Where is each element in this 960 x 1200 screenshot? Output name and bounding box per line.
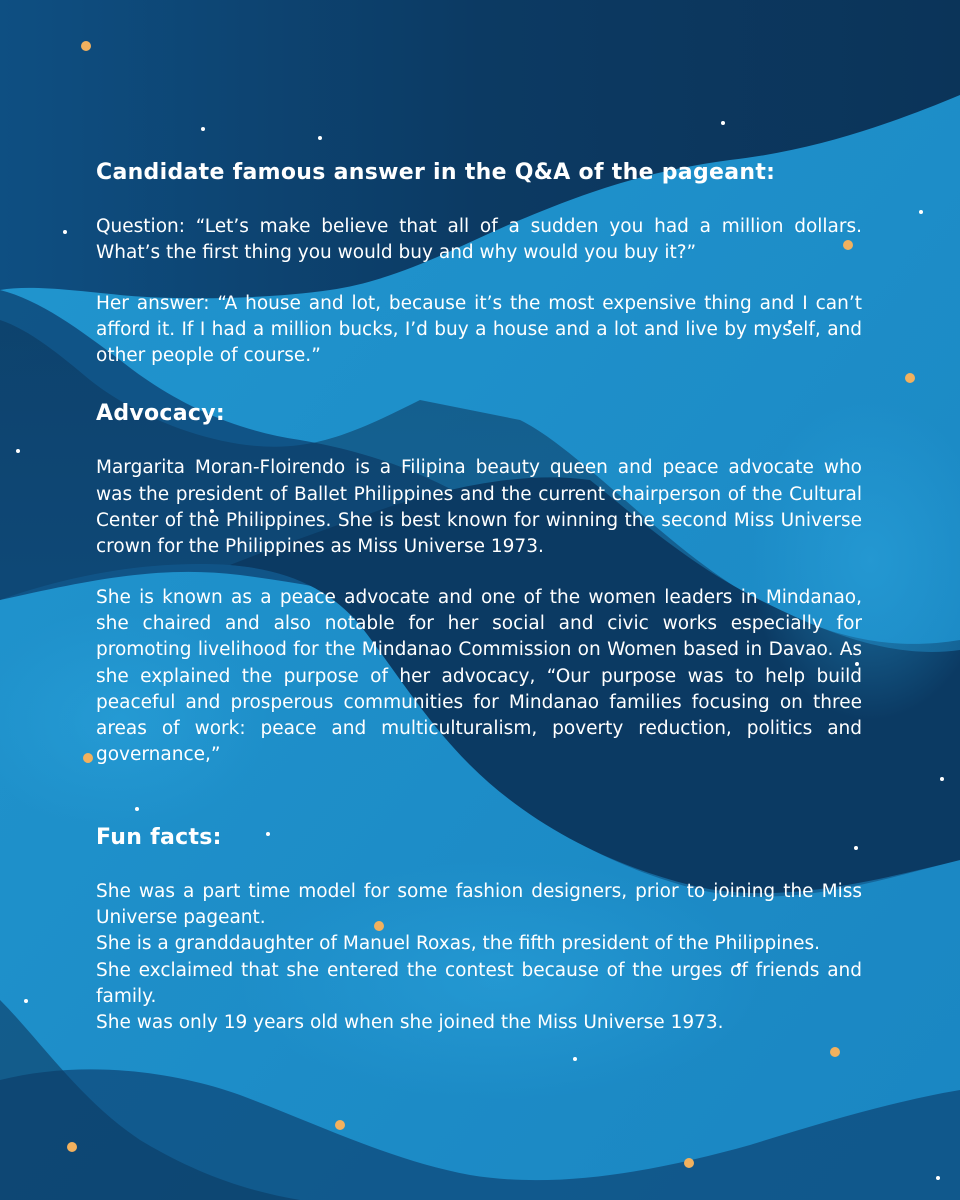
qa-heading: Candidate famous answer in the Q&A of the pageant:	[96, 160, 776, 185]
fun-facts-heading: Fun facts:	[96, 824, 222, 850]
fun-fact-item: She exclaimed that she entered the contest because of the urges of friends and family.	[96, 959, 862, 1007]
fun-fact-item: She was a part time model for some fashion designers, prior to joining the Miss Universe pageant.	[96, 880, 862, 929]
advocacy-paragraph-1: Margarita Moran-Floirendo is a Filipina beauty queen and peace advocate who was the president of Ballet Philippines and the current chairperson of the Cultural Center of the Philippines. She is best known for winning the second Miss Universe crown for the Philippines as Miss Universe 1973.	[96, 457, 862, 558]
article-content	[96, 150, 862, 1037]
advocacy-heading: Advocacy:	[96, 401, 225, 427]
qa-question: Question: “Let’s make believe that all of a sudden you had a million dollars. What’s the first thing you would buy and why would you buy it?”	[96, 216, 862, 264]
fun-fact-item: She was only 19 years old when she joined the Miss Universe 1973.	[96, 1012, 724, 1034]
fun-fact-item: She is a granddaughter of Manuel Roxas, the fifth president of the Philippines.	[96, 933, 821, 955]
advocacy-paragraph-2: She is known as a peace advocate and one of the women leaders in Mindanao, she chaired and also notable for her social and civic works especially for promoting livelihood for the Mindanao Commission on Women based in Davao. As she explained the purpose of her advocacy, “Our purpose was to help build peaceful and prosperous communities for Mindanao families focusing on three areas of work: peace and multiculturalism, poverty reduction, politics and governance,”	[96, 586, 862, 766]
qa-answer: Her answer: “A house and lot, because it’s the most expensive thing and I can’t afford it. If I had a million bucks, I’d buy a house and a lot and live by myself, and other people of course.”	[96, 292, 862, 367]
